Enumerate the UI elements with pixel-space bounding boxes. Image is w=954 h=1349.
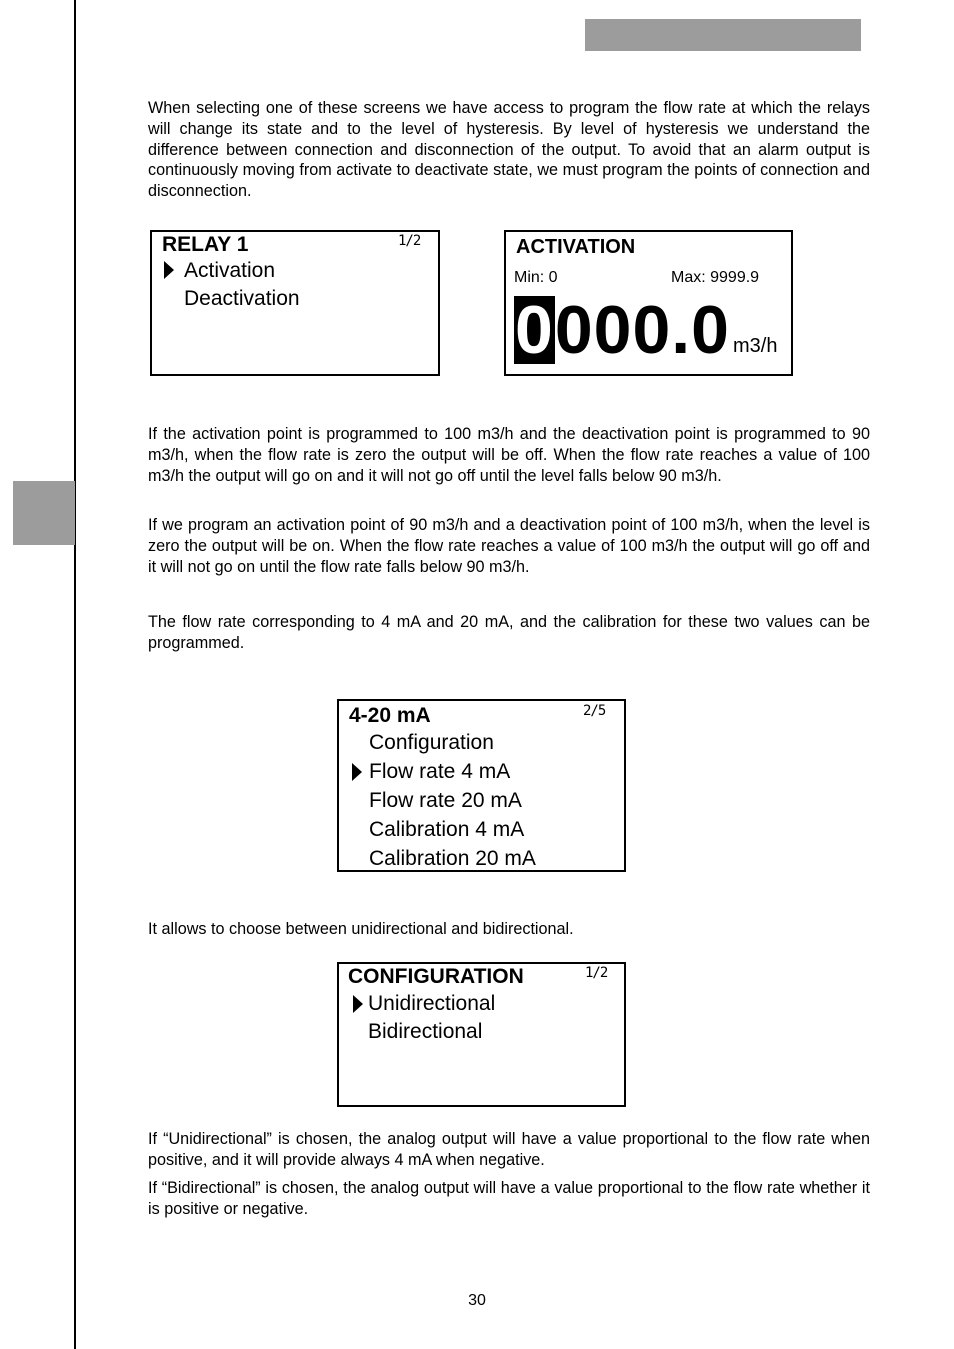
min-label: Min: 0	[514, 269, 558, 286]
section-tab	[13, 481, 75, 545]
menu-item-calibration-4ma[interactable]: Calibration 4 mA	[369, 818, 525, 841]
activation-screen	[504, 230, 793, 376]
value-digits: 000.0	[554, 292, 730, 368]
menu-item-configuration[interactable]: Configuration	[369, 731, 494, 754]
analog-paragraph: The flow rate corresponding to 4 mA and 20 mA, and the calibration for these two values can be programmed.	[148, 613, 870, 652]
unit-label: m3/h	[733, 335, 778, 357]
example2-paragraph: If we program an activation point of 90 m3/h and a deactivation point of 100 m3/h, when the level is zero the output will be on. When the flow rate reaches a value of 100 m3/h the output will go off and it will not go on until the flow rate falls below 90 m3/h.	[148, 516, 870, 576]
config-screen-title: CONFIGURATION	[348, 965, 524, 988]
margin-line	[74, 0, 76, 1349]
unidirectional-paragraph: If “Unidirectional” is chosen, the analog output will have a value proportional to the flow rate when positive, and it will provide always 4 mA when negative.	[148, 1130, 870, 1169]
header-bar	[585, 19, 861, 51]
bidirectional-paragraph: If “Bidirectional” is chosen, the analog output will have a value proportional to the flow rate whether it is positive or negative.	[148, 1179, 870, 1218]
intro-paragraph: When selecting one of these screens we have access to program the flow rate at which the relays will change its state and to the level of hysteresis. By level of hysteresis we understand the difference between connection and disconnection of the output. To avoid that an alarm output is continuously moving from activate to deactivate state, we must program the points of connection and disconnection.	[148, 99, 870, 201]
ma-page-indicator: 2/5	[583, 703, 606, 719]
config-paragraph: It allows to choose between unidirectional and bidirectional.	[148, 920, 574, 938]
menu-item-flow-rate-20ma[interactable]: Flow rate 20 mA	[369, 789, 522, 812]
max-label: Max: 9999.9	[671, 269, 760, 286]
value-display[interactable]	[514, 292, 730, 368]
menu-item-activation[interactable]: Activation	[184, 259, 276, 282]
example1-paragraph: If the activation point is programmed to 100 m3/h and the deactivation point is programmed to 90 m3/h, when the flow rate is zero the output will be off. When the flow rate reaches a value of 100 m3/h the output will go on and it will not go off until the level falls below 90 m3/h.	[148, 425, 870, 485]
activation-screen-title: ACTIVATION	[516, 236, 636, 258]
menu-item-calibration-20ma[interactable]: Calibration 20 mA	[369, 847, 536, 870]
menu-item-unidirectional[interactable]: Unidirectional	[368, 992, 496, 1015]
page-number: 30	[468, 1292, 486, 1309]
config-screen	[337, 962, 626, 1107]
ma-screen-title: 4-20 mA	[349, 704, 431, 727]
relay-page-indicator: 1/2	[398, 233, 421, 249]
selection-arrow-icon	[353, 995, 363, 1013]
menu-item-bidirectional[interactable]: Bidirectional	[368, 1020, 483, 1043]
menu-item-deactivation[interactable]: Deactivation	[184, 287, 300, 310]
ma-screen	[337, 699, 626, 872]
relay-screen-title: RELAY 1	[162, 233, 249, 256]
cursor-digit: 0	[515, 292, 554, 368]
selection-arrow-icon	[352, 763, 362, 781]
menu-item-flow-rate-4ma[interactable]: Flow rate 4 mA	[369, 760, 511, 783]
selection-arrow-icon	[164, 261, 174, 279]
config-page-indicator: 1/2	[585, 965, 608, 981]
relay-screen	[150, 230, 440, 376]
